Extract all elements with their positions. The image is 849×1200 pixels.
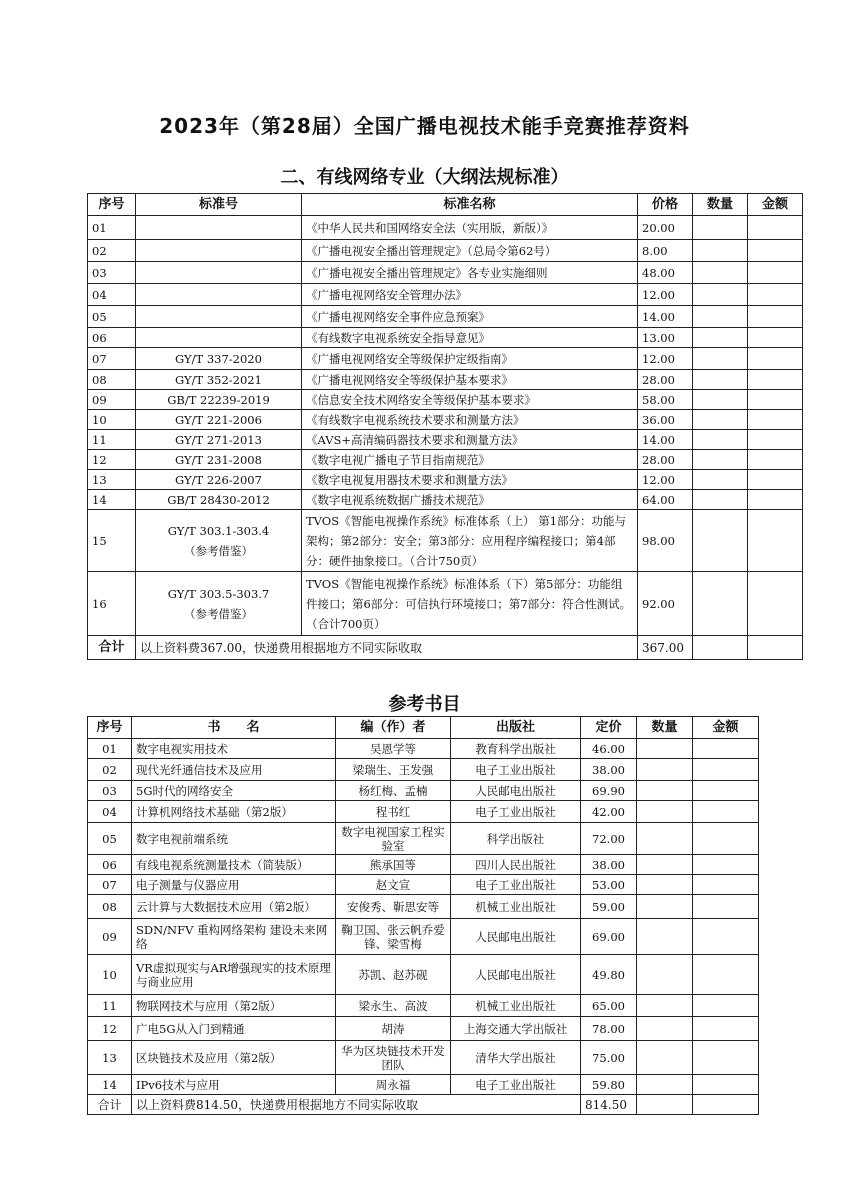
- qty-cell: [693, 348, 748, 370]
- standard-code-note: （参考借鉴）: [184, 543, 253, 558]
- book-author: 梁永生、高波: [336, 995, 451, 1017]
- amount-cell: [748, 572, 803, 636]
- table-row: [88, 262, 803, 284]
- amount-cell: [748, 410, 803, 430]
- amount-cell: [693, 995, 759, 1017]
- qty-cell: [637, 1075, 693, 1095]
- standard-code-text: GB/T 22239-2019: [167, 392, 270, 407]
- row-no: 08: [88, 370, 136, 390]
- header-publisher: 出版社: [451, 717, 581, 739]
- standard-code: [136, 348, 302, 370]
- price: 13.00: [638, 328, 693, 348]
- amount-cell: [748, 284, 803, 306]
- table-row: [88, 430, 803, 450]
- table-row: [88, 510, 803, 572]
- price: 42.00: [581, 801, 637, 823]
- section2-heading: 参考书目: [388, 694, 461, 715]
- header-author: 编（作）者: [336, 717, 451, 739]
- amount-cell: [693, 955, 759, 995]
- qty-cell: [693, 370, 748, 390]
- qty-cell: [693, 470, 748, 490]
- standard-code-text: GY/T 303.1-303.4: [167, 523, 270, 538]
- amount-cell: [748, 306, 803, 328]
- qty-cell: [637, 739, 693, 759]
- row-no: 06: [88, 328, 136, 348]
- book-author: 周永福: [336, 1075, 451, 1095]
- header-amount: 金额: [748, 194, 803, 216]
- standard-name: 《广播电视网络安全等级保护定级指南》: [302, 348, 638, 370]
- standard-name: 《中华人民共和国网络安全法（实用版，新版）》: [302, 216, 638, 240]
- table-row: [88, 306, 803, 328]
- price: 36.00: [638, 410, 693, 430]
- standard-code: [136, 306, 302, 328]
- table-row: [88, 759, 759, 781]
- row-no: 06: [88, 855, 132, 875]
- book-title: SDN/NFV 重构网络架构 建设未来网络: [132, 919, 336, 955]
- row-no: 08: [88, 895, 132, 919]
- qty-cell: [637, 781, 693, 801]
- standard-name: 《广播电视网络安全管理办法》: [302, 284, 638, 306]
- qty-cell: [693, 490, 748, 510]
- price: 92.00: [638, 572, 693, 636]
- standard-name: 《广播电视网络安全事件应急预案》: [302, 306, 638, 328]
- amount-cell: [748, 370, 803, 390]
- amount-cell: [748, 262, 803, 284]
- price: 14.00: [638, 306, 693, 328]
- standard-code: [136, 572, 302, 636]
- book-title: 数字电视实用技术: [132, 739, 336, 759]
- price: 75.00: [581, 1041, 637, 1075]
- header-price: 价格: [638, 194, 693, 216]
- book-author: 安俊秀、靳思安等: [336, 895, 451, 919]
- price: 72.00: [581, 823, 637, 855]
- table-row: [88, 216, 803, 240]
- row-no: 10: [88, 955, 132, 995]
- row-no: 12: [88, 450, 136, 470]
- amount-cell: [693, 781, 759, 801]
- qty-cell: [693, 430, 748, 450]
- amount-cell: [693, 1017, 759, 1041]
- price: 64.00: [638, 490, 693, 510]
- book-publisher: 科学出版社: [451, 823, 581, 855]
- qty-cell: [693, 636, 748, 660]
- amount-cell: [748, 636, 803, 660]
- price: 8.00: [638, 240, 693, 262]
- book-title: 5G时代的网络安全: [132, 781, 336, 801]
- qty-cell: [693, 306, 748, 328]
- price: 12.00: [638, 284, 693, 306]
- book-publisher: 电子工业出版社: [451, 801, 581, 823]
- row-no: 12: [88, 1017, 132, 1041]
- book-author: 熊承国等: [336, 855, 451, 875]
- price: 69.90: [581, 781, 637, 801]
- total-value: 367.00: [638, 636, 693, 660]
- row-no: 16: [88, 572, 136, 636]
- table-row: [88, 328, 803, 348]
- qty-cell: [637, 1041, 693, 1075]
- row-no: 11: [88, 995, 132, 1017]
- row-no: 13: [88, 470, 136, 490]
- amount-cell: [748, 510, 803, 572]
- book-title: 计算机网络技术基础（第2版）: [132, 801, 336, 823]
- table-row: [88, 410, 803, 430]
- amount-cell: [693, 759, 759, 781]
- book-author: 华为区块链技术开发团队: [336, 1041, 451, 1075]
- table-row: [88, 348, 803, 370]
- standard-name: TVOS《智能电视操作系统》标准体系（下）第5部分：功能组件接口；第6部分：可信执行环境接口；第7部分：符合性测试。（合计700页）: [302, 572, 638, 636]
- header-title: 书 名: [132, 717, 336, 739]
- qty-cell: [693, 262, 748, 284]
- standard-code-text: GY/T 303.5-303.7: [167, 586, 270, 601]
- qty-cell: [693, 390, 748, 410]
- book-publisher: 清华大学出版社: [451, 1041, 581, 1075]
- table-row: [88, 450, 803, 470]
- price: 28.00: [638, 370, 693, 390]
- row-no: 02: [88, 759, 132, 781]
- amount-cell: [748, 450, 803, 470]
- standard-name: 《有线数字电视系统技术要求和测量方法》: [302, 410, 638, 430]
- table-row: [88, 572, 803, 636]
- header-name: 标准名称: [302, 194, 638, 216]
- book-title: 区块链技术及应用（第2版）: [132, 1041, 336, 1075]
- amount-cell: [748, 390, 803, 410]
- book-publisher: 人民邮电出版社: [451, 955, 581, 995]
- book-publisher: 四川人民出版社: [451, 855, 581, 875]
- table-row: [88, 1041, 759, 1075]
- qty-cell: [637, 823, 693, 855]
- table-row: [88, 919, 759, 955]
- total-note: 以上资料费367.00，快递费用根据地方不同实际收取: [136, 636, 638, 660]
- book-author: 数字电视国家工程实验室: [336, 823, 451, 855]
- section1-heading: 二、有线网络专业（大纲法规标准）: [280, 167, 569, 188]
- standard-code: [136, 490, 302, 510]
- row-no: 11: [88, 430, 136, 450]
- amount-cell: [748, 490, 803, 510]
- standard-code-text: GB/T 28430-2012: [167, 492, 270, 507]
- price: 58.00: [638, 390, 693, 410]
- row-no: 09: [88, 390, 136, 410]
- book-title: 广电5G从入门到精通: [132, 1017, 336, 1041]
- amount-cell: [693, 855, 759, 875]
- amount-cell: [693, 919, 759, 955]
- total-note: 以上资料费814.50，快递费用根据地方不同实际收取: [132, 1095, 581, 1115]
- total-label: 合计: [88, 1095, 132, 1115]
- table-row: [88, 955, 759, 995]
- price: 46.00: [581, 739, 637, 759]
- amount-cell: [693, 823, 759, 855]
- total-row: [88, 1095, 759, 1115]
- price: 12.00: [638, 470, 693, 490]
- standard-code-text: GY/T 352-2021: [175, 372, 262, 387]
- header-price: 定价: [581, 717, 637, 739]
- table-row: [88, 490, 803, 510]
- book-author: 梁瑞生、王发强: [336, 759, 451, 781]
- row-no: 07: [88, 875, 132, 895]
- qty-cell: [693, 572, 748, 636]
- table-row: [88, 995, 759, 1017]
- row-no: 14: [88, 490, 136, 510]
- book-publisher: 电子工业出版社: [451, 1075, 581, 1095]
- book-author: 鞠卫国、张云帆乔爱锋、梁雪梅: [336, 919, 451, 955]
- table-header-row: [88, 717, 759, 739]
- book-publisher: 电子工业出版社: [451, 759, 581, 781]
- price: 49.80: [581, 955, 637, 995]
- page-title: 2023年（第28届）全国广播电视技术能手竞赛推荐资料: [159, 114, 690, 138]
- total-row: [88, 636, 803, 660]
- books-table: [87, 716, 759, 1115]
- amount-cell: [693, 739, 759, 759]
- standard-code-text: GY/T 221-2006: [175, 412, 262, 427]
- price: 69.00: [581, 919, 637, 955]
- price: 65.00: [581, 995, 637, 1017]
- price: 48.00: [638, 262, 693, 284]
- standard-name: 《AVS+高清编码器技术要求和测量方法》: [302, 430, 638, 450]
- row-no: 07: [88, 348, 136, 370]
- price: 78.00: [581, 1017, 637, 1041]
- standard-code-text: GY/T 271-2013: [175, 432, 262, 447]
- table-row: [88, 855, 759, 875]
- table-row: [88, 739, 759, 759]
- total-value: 814.50: [581, 1095, 637, 1115]
- table-row: [88, 823, 759, 855]
- amount-cell: [693, 895, 759, 919]
- book-publisher: 机械工业出版社: [451, 995, 581, 1017]
- book-publisher: 人民邮电出版社: [451, 781, 581, 801]
- book-publisher: 电子工业出版社: [451, 875, 581, 895]
- standard-code-note: （参考借鉴）: [184, 606, 253, 621]
- price: 12.00: [638, 348, 693, 370]
- standard-name: 《广播电视网络安全等级保护基本要求》: [302, 370, 638, 390]
- book-title: 物联网技术与应用（第2版）: [132, 995, 336, 1017]
- qty-cell: [637, 1095, 693, 1115]
- row-no: 01: [88, 216, 136, 240]
- price: 59.00: [581, 895, 637, 919]
- row-no: 03: [88, 781, 132, 801]
- standard-code: [136, 390, 302, 410]
- book-publisher: 人民邮电出版社: [451, 919, 581, 955]
- price: 98.00: [638, 510, 693, 572]
- row-no: 02: [88, 240, 136, 262]
- book-publisher: 上海交通大学出版社: [451, 1017, 581, 1041]
- amount-cell: [748, 216, 803, 240]
- row-no: 04: [88, 284, 136, 306]
- standard-name: TVOS《智能电视操作系统》标准体系（上） 第1部分：功能与架构；第2部分：安全；第3部分：应用程序编程接口；第4部分：硬件抽象接口。（合计750页）: [302, 510, 638, 572]
- amount-cell: [693, 801, 759, 823]
- table-row: [88, 390, 803, 410]
- row-no: 15: [88, 510, 136, 572]
- book-author: 程书红: [336, 801, 451, 823]
- standard-code: [136, 470, 302, 490]
- standard-name: 《信息安全技术网络安全等级保护基本要求》: [302, 390, 638, 410]
- standard-name: 《广播电视安全播出管理规定》各专业实施细则: [302, 262, 638, 284]
- header-amount: 金额: [693, 717, 759, 739]
- standard-name: 《有线数字电视系统安全指导意见》: [302, 328, 638, 348]
- amount-cell: [748, 348, 803, 370]
- standard-code: [136, 430, 302, 450]
- table-row: [88, 470, 803, 490]
- price: 53.00: [581, 875, 637, 895]
- book-title: 数字电视前端系统: [132, 823, 336, 855]
- standard-code: [136, 370, 302, 390]
- row-no: 03: [88, 262, 136, 284]
- table-row: [88, 284, 803, 306]
- qty-cell: [637, 801, 693, 823]
- book-title: 云计算与大数据技术应用（第2版）: [132, 895, 336, 919]
- standard-name: 《数字电视复用器技术要求和测量方法》: [302, 470, 638, 490]
- standard-code-text: GY/T 337-2020: [175, 351, 262, 366]
- book-publisher: 教育科学出版社: [451, 739, 581, 759]
- qty-cell: [693, 510, 748, 572]
- standard-code: [136, 510, 302, 572]
- qty-cell: [637, 995, 693, 1017]
- price: 28.00: [638, 450, 693, 470]
- standards-table: [87, 193, 803, 660]
- book-title: 电子测量与仪器应用: [132, 875, 336, 895]
- table-row: [88, 801, 759, 823]
- table-row: [88, 370, 803, 390]
- standard-code: [136, 216, 302, 240]
- row-no: 14: [88, 1075, 132, 1095]
- qty-cell: [693, 450, 748, 470]
- qty-cell: [637, 875, 693, 895]
- table-row: [88, 895, 759, 919]
- qty-cell: [637, 759, 693, 781]
- qty-cell: [693, 284, 748, 306]
- standard-code-text: GY/T 231-2008: [175, 452, 262, 467]
- table-row: [88, 240, 803, 262]
- amount-cell: [748, 328, 803, 348]
- amount-cell: [693, 1075, 759, 1095]
- book-author: 杨红梅、孟楠: [336, 781, 451, 801]
- row-no: 05: [88, 823, 132, 855]
- standard-code: [136, 328, 302, 348]
- qty-cell: [693, 216, 748, 240]
- header-no: 序号: [88, 717, 132, 739]
- standard-name: 《数字电视广播电子节目指南规范》: [302, 450, 638, 470]
- qty-cell: [637, 919, 693, 955]
- header-code: 标准号: [136, 194, 302, 216]
- book-author: 胡涛: [336, 1017, 451, 1041]
- table-row: [88, 1017, 759, 1041]
- standard-code: [136, 262, 302, 284]
- book-author: 赵文宣: [336, 875, 451, 895]
- standard-code: [136, 450, 302, 470]
- price: 14.00: [638, 430, 693, 450]
- qty-cell: [693, 328, 748, 348]
- amount-cell: [748, 470, 803, 490]
- amount-cell: [693, 875, 759, 895]
- qty-cell: [637, 955, 693, 995]
- row-no: 09: [88, 919, 132, 955]
- table-header-row: [88, 194, 803, 216]
- header-qty: 数量: [637, 717, 693, 739]
- price: 20.00: [638, 216, 693, 240]
- qty-cell: [693, 240, 748, 262]
- book-publisher: 机械工业出版社: [451, 895, 581, 919]
- price: 38.00: [581, 759, 637, 781]
- qty-cell: [693, 410, 748, 430]
- qty-cell: [637, 895, 693, 919]
- book-author: 苏凯、赵苏砚: [336, 955, 451, 995]
- standard-code: [136, 240, 302, 262]
- row-no: 13: [88, 1041, 132, 1075]
- standard-name: 《数字电视系统数据广播技术规范》: [302, 490, 638, 510]
- amount-cell: [693, 1095, 759, 1115]
- book-author: 吴恩学等: [336, 739, 451, 759]
- qty-cell: [637, 1017, 693, 1041]
- standard-name: 《广播电视安全播出管理规定》（总局令第62号）: [302, 240, 638, 262]
- table-row: [88, 875, 759, 895]
- price: 59.80: [581, 1075, 637, 1095]
- row-no: 05: [88, 306, 136, 328]
- book-title: VR虚拟现实与AR增强现实的技术原理与商业应用: [132, 955, 336, 995]
- amount-cell: [748, 240, 803, 262]
- standard-code: [136, 284, 302, 306]
- standard-code-text: GY/T 226-2007: [175, 472, 262, 487]
- table-row: [88, 1075, 759, 1095]
- book-title: IPv6技术与应用: [132, 1075, 336, 1095]
- header-qty: 数量: [693, 194, 748, 216]
- table-row: [88, 781, 759, 801]
- row-no: 04: [88, 801, 132, 823]
- header-no: 序号: [88, 194, 136, 216]
- total-label: 合计: [88, 636, 136, 660]
- standard-code: [136, 410, 302, 430]
- row-no: 01: [88, 739, 132, 759]
- row-no: 10: [88, 410, 136, 430]
- amount-cell: [693, 1041, 759, 1075]
- amount-cell: [748, 430, 803, 450]
- book-title: 有线电视系统测量技术（简装版）: [132, 855, 336, 875]
- price: 38.00: [581, 855, 637, 875]
- qty-cell: [637, 855, 693, 875]
- book-title: 现代光纤通信技术及应用: [132, 759, 336, 781]
